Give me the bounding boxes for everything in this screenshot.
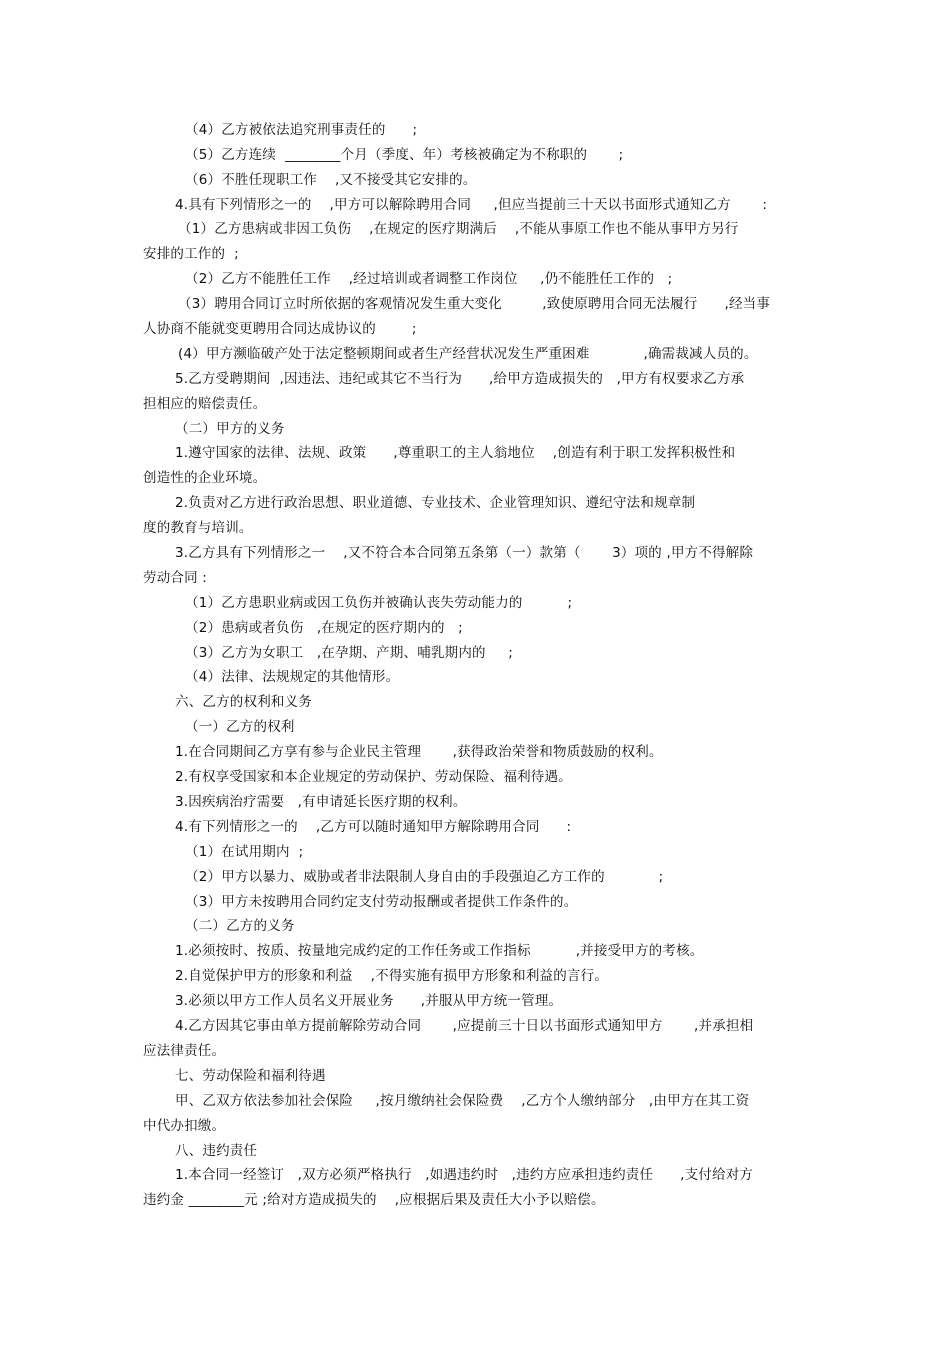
- text-line: （4）乙方被依法追究刑事责任的 ;: [185, 122, 418, 138]
- section-heading: 六、乙方的权利和义务: [175, 694, 312, 710]
- text-line: （4）法律、法规规定的其他情形。: [185, 669, 400, 685]
- text-line: 人协商不能就变更聘用合同达成协议的 ;: [143, 321, 417, 337]
- text-line: （3）乙方为女职工 ,在孕期、产期、哺乳期内的 ;: [185, 645, 513, 661]
- text-line: （1）乙方患病或非因工负伤 ,在规定的医疗期满后 ,不能从事原工作也不能从事甲方另行: [178, 221, 739, 237]
- text-line: （1）乙方患职业病或因工负伤并被确认丧失劳动能力的 ;: [185, 595, 573, 611]
- text-line: 4.具有下列情形之一的 ,甲方可以解除聘用合同 ,但应当提前三十天以书面形式通知乙方 :: [175, 197, 768, 213]
- text-line: 1.遵守国家的法律、法规、政策 ,尊重职工的主人翁地位 ,创造有利于职工发挥积极性和: [175, 445, 736, 461]
- text-line: （3）甲方未按聘用合同约定支付劳动报酬或者提供工作条件的。: [185, 894, 578, 910]
- section-heading: （二）甲方的义务: [175, 421, 285, 437]
- text-line: 1.在合同期间乙方享有参与企业民主管理 ,获得政治荣誉和物质鼓励的权利。: [175, 744, 663, 760]
- section-heading: 八、违约责任: [175, 1143, 258, 1159]
- text-line: 中代办扣缴。: [143, 1118, 226, 1134]
- text-line: 3.因疾病治疗需要 ,有申请延长医疗期的权利。: [175, 794, 467, 810]
- text-line: （5）乙方连续 ________个月（季度、年）考核被确定为不称职的 ;: [185, 147, 624, 163]
- text-line: 1.本合同一经签订 ,双方必须严格执行 ,如遇违约时 ,违约方应承担违约责任 ,支付给对方: [175, 1167, 754, 1183]
- text-line: （2）甲方以暴力、威胁或者非法限制人身自由的手段强迫乙方工作的 ;: [185, 869, 664, 885]
- text-line: 4.有下列情形之一的 ,乙方可以随时通知甲方解除聘用合同 :: [175, 819, 572, 835]
- text-line: 甲、乙双方依法参加社会保险 ,按月缴纳社会保险费 ,乙方个人缴纳部分 ,由甲方在其工资: [175, 1093, 750, 1109]
- text-line: (4）甲方濒临破产处于法定整顿期间或者生产经营状况发生严重困难 ,确需裁减人员的。: [178, 346, 758, 362]
- text-line: 劳动合同 :: [143, 570, 208, 586]
- text-line: 4.乙方因其它事由单方提前解除劳动合同 ,应提前三十日以书面形式通知甲方 ,并承担相: [175, 1018, 754, 1034]
- section-heading: （二）乙方的义务: [185, 918, 295, 934]
- text-line: （1）在试用期内 ;: [185, 844, 304, 860]
- text-line: 2.负责对乙方进行政治思想、职业道德、专业技术、企业管理知识、遵纪守法和规章制: [175, 495, 696, 511]
- text-line: 应法律责任。: [143, 1043, 226, 1059]
- text-line: 5.乙方受聘期间 ,因违法、违纪或其它不当行为 ,给甲方造成损失的 ,甲方有权要求乙方承: [175, 371, 745, 387]
- text-line: 度的教育与培训。: [143, 520, 253, 536]
- section-heading: （一）乙方的权利: [185, 719, 295, 735]
- section-heading: 七、劳动保险和福利待遇: [175, 1068, 326, 1084]
- text-line: 2.有权享受国家和本企业规定的劳动保护、劳动保险、福利待遇。: [175, 769, 572, 785]
- text-line: （3）聘用合同订立时所依据的客观情况发生重大变化 ,致使原聘用合同无法履行 ,经当事: [178, 296, 771, 312]
- text-line: 安排的工作的 ;: [143, 246, 239, 262]
- text-line: （6）不胜任现职工作 ,又不接受其它安排的。: [185, 172, 477, 188]
- text-line: （2）患病或者负伤 ,在规定的医疗期内的 ;: [185, 620, 463, 636]
- text-line: 3.必须以甲方工作人员名义开展业务 ,并服从甲方统一管理。: [175, 993, 563, 1009]
- text-line: 担相应的赔偿责任。: [143, 396, 267, 412]
- text-line: 3.乙方具有下列情形之一 ,又不符合本合同第五条第（一）款第（ 3）项的 ,甲方不得解除: [175, 545, 754, 561]
- text-line: 创造性的企业环境。: [143, 470, 267, 486]
- text-line: 1.必须按时、按质、按量地完成约定的工作任务或工作指标 ,并接受甲方的考核。: [175, 943, 704, 959]
- text-line: 违约金 ________元 ;给对方造成损失的 ,应根据后果及责任大小予以赔偿。: [143, 1192, 605, 1208]
- text-line: （2）乙方不能胜任工作 ,经过培训或者调整工作岗位 ,仍不能胜任工作的 ;: [185, 271, 673, 287]
- text-line: 2.自觉保护甲方的形象和利益 ,不得实施有损甲方形象和利益的言行。: [175, 968, 609, 984]
